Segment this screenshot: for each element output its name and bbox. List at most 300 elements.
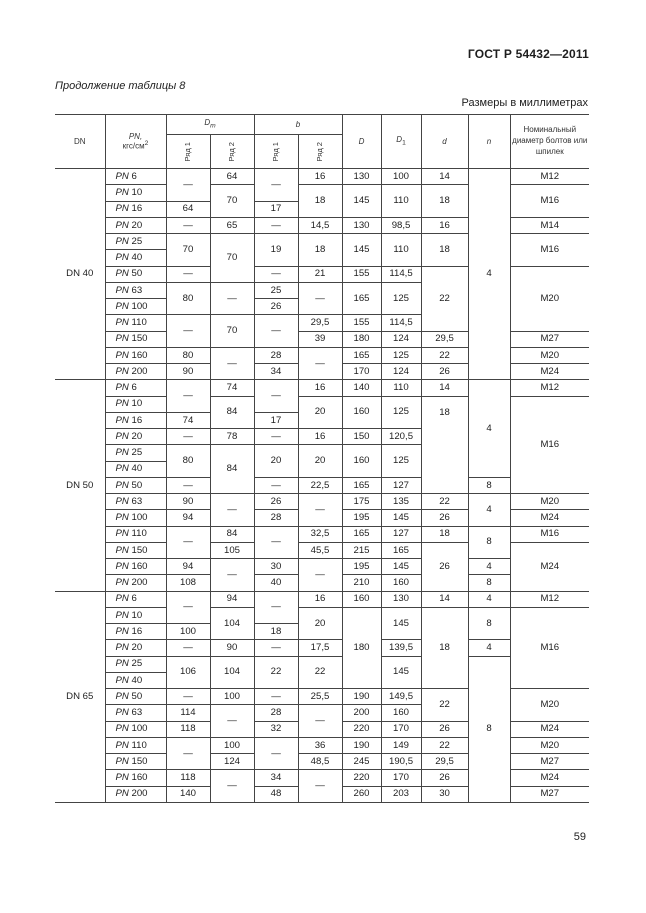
b1-cell: 48 <box>254 786 298 802</box>
pn-cell: PN 150 <box>105 754 166 770</box>
table-row <box>55 640 589 656</box>
flange-dimensions-table <box>55 114 589 803</box>
d-outer-cell: 200 <box>342 705 381 721</box>
col-d1: $D_1$ <box>381 115 421 169</box>
table-row <box>55 526 589 542</box>
dm1-cell: 80 <box>166 445 210 478</box>
d-outer-cell: 180 <box>342 607 381 688</box>
d1-cell: 139,5 <box>381 640 421 656</box>
dm1-cell: — <box>166 640 210 656</box>
dm1-cell: — <box>166 429 210 445</box>
d1-cell: 98,5 <box>381 217 421 233</box>
b2-cell: 45,5 <box>298 542 342 558</box>
dm1-cell: 106 <box>166 656 210 689</box>
pn-cell: PN 6 <box>105 591 166 607</box>
pn-cell: PN 25 <box>105 656 166 672</box>
d-hole-cell: 26 <box>421 721 468 737</box>
standard-designation: ГОСТ Р 54432—2011 <box>467 47 589 61</box>
pn-cell: PN 50 <box>105 689 166 705</box>
d1-cell: 125 <box>381 282 421 315</box>
d-outer-cell: 130 <box>342 217 381 233</box>
bolt-cell: M27 <box>510 331 589 347</box>
b1-cell: — <box>254 477 298 493</box>
d1-cell: 160 <box>381 705 421 721</box>
n-cell: 4 <box>468 380 510 478</box>
table-row <box>55 559 589 575</box>
dm1-cell: 80 <box>166 282 210 315</box>
pn-cell: PN 10 <box>105 396 166 412</box>
bolt-cell: M24 <box>510 721 589 737</box>
d1-cell: 130 <box>381 591 421 607</box>
bolt-cell: M20 <box>510 689 589 722</box>
b1-cell: — <box>254 169 298 202</box>
b1-cell: 32 <box>254 721 298 737</box>
n-cell: 4 <box>468 640 510 656</box>
pn-cell: PN 40 <box>105 672 166 688</box>
d-outer-cell: 155 <box>342 266 381 282</box>
bolt-cell: M16 <box>510 396 589 494</box>
dm2-cell: — <box>210 705 254 738</box>
d-outer-cell: 130 <box>342 169 381 185</box>
pn-cell: PN 20 <box>105 640 166 656</box>
b1-cell: — <box>254 380 298 413</box>
dm2-cell: — <box>210 347 254 380</box>
d-outer-cell: 195 <box>342 510 381 526</box>
b1-cell: — <box>254 315 298 348</box>
col-b-row1: Ряд 1 <box>254 135 298 169</box>
pn-cell: PN 16 <box>105 412 166 428</box>
b1-cell: — <box>254 217 298 233</box>
b2-cell: — <box>298 559 342 592</box>
b2-cell: 17,5 <box>298 640 342 656</box>
d1-cell: 114,5 <box>381 315 421 331</box>
dm2-cell: 90 <box>210 640 254 656</box>
b1-cell: 18 <box>254 624 298 640</box>
d-hole-cell: 16 <box>421 217 468 233</box>
d-outer-cell: 220 <box>342 721 381 737</box>
pn-cell: PN 10 <box>105 607 166 623</box>
table-row <box>55 591 589 607</box>
pn-cell: PN 110 <box>105 737 166 753</box>
d1-cell: 145 <box>381 656 421 689</box>
b2-cell: 22,5 <box>298 477 342 493</box>
n-cell: 8 <box>468 575 510 591</box>
b1-cell: 34 <box>254 770 298 786</box>
d-hole-cell: 30 <box>421 786 468 802</box>
d1-cell: 120,5 <box>381 429 421 445</box>
d-hole-cell: 14 <box>421 380 468 396</box>
dn-group-label: DN 40 <box>55 169 105 380</box>
dm2-cell: 100 <box>210 737 254 753</box>
dm2-cell: — <box>210 494 254 527</box>
dn-group-label: DN 65 <box>55 591 105 802</box>
pn-cell: PN 40 <box>105 461 166 477</box>
b1-cell: 40 <box>254 575 298 591</box>
bolt-cell: M12 <box>510 591 589 607</box>
d-hole-cell: 29,5 <box>421 331 468 347</box>
d-hole-cell: 14 <box>421 591 468 607</box>
dm1-cell: 90 <box>166 494 210 510</box>
d1-cell: 125 <box>381 347 421 363</box>
n-cell: 4 <box>468 591 510 607</box>
d1-cell: 160 <box>381 575 421 591</box>
d-outer-cell: 190 <box>342 737 381 753</box>
dm1-cell: — <box>166 217 210 233</box>
b2-cell: — <box>298 705 342 738</box>
n-cell: 4 <box>468 169 510 380</box>
dm2-cell: 105 <box>210 542 254 558</box>
pn-cell: PN 100 <box>105 510 166 526</box>
b1-cell: 17 <box>254 201 298 217</box>
d-hole-cell: 22 <box>421 737 468 753</box>
d-outer-cell: 160 <box>342 445 381 478</box>
b2-cell: 48,5 <box>298 754 342 770</box>
bolt-cell: M12 <box>510 380 589 396</box>
d-hole-cell: 26 <box>421 364 468 380</box>
dm2-cell: 70 <box>210 315 254 348</box>
dm1-cell: 70 <box>166 234 210 267</box>
d-outer-cell: 165 <box>342 526 381 542</box>
d-hole-cell: 22 <box>421 266 468 331</box>
table-continuation-caption: Продолжение таблицы 8 <box>55 80 186 92</box>
pn-cell: PN 200 <box>105 786 166 802</box>
bolt-cell: M24 <box>510 770 589 786</box>
d1-cell: 124 <box>381 364 421 380</box>
b1-cell: — <box>254 429 298 445</box>
b1-cell: 20 <box>254 445 298 478</box>
dm1-cell: — <box>166 737 210 770</box>
d-outer-cell: 180 <box>342 331 381 347</box>
n-cell: 8 <box>468 607 510 640</box>
d-outer-cell: 210 <box>342 575 381 591</box>
col-b: b <box>254 115 342 135</box>
pn-cell: PN 160 <box>105 770 166 786</box>
bolt-cell: M14 <box>510 217 589 233</box>
pn-cell: PN 6 <box>105 169 166 185</box>
b2-cell: 20 <box>298 607 342 640</box>
dm2-cell: 84 <box>210 526 254 542</box>
bolt-cell: M24 <box>510 364 589 380</box>
col-d-outer: D <box>342 115 381 169</box>
d-outer-cell: 195 <box>342 559 381 575</box>
dm1-cell: — <box>166 477 210 493</box>
d-hole-cell: 18 <box>421 234 468 267</box>
n-cell: 8 <box>468 477 510 493</box>
pn-cell: PN 160 <box>105 347 166 363</box>
b2-cell: 16 <box>298 380 342 396</box>
pn-cell: PN 110 <box>105 315 166 331</box>
bolt-cell: M24 <box>510 510 589 526</box>
table-row <box>55 494 589 510</box>
dm2-cell: 124 <box>210 754 254 770</box>
n-cell: 8 <box>468 526 510 559</box>
b1-cell: 19 <box>254 234 298 267</box>
d1-cell: 135 <box>381 494 421 510</box>
b2-cell: 16 <box>298 429 342 445</box>
d1-cell: 145 <box>381 559 421 575</box>
dm1-cell: — <box>166 591 210 624</box>
pn-cell: PN 25 <box>105 234 166 250</box>
dm2-cell: 94 <box>210 591 254 607</box>
bolt-cell: M27 <box>510 786 589 802</box>
d-outer-cell: 165 <box>342 347 381 363</box>
b2-cell: 16 <box>298 591 342 607</box>
b2-cell: — <box>298 494 342 527</box>
d-outer-cell: 175 <box>342 494 381 510</box>
pn-cell: PN 50 <box>105 266 166 282</box>
d-outer-cell: 215 <box>342 542 381 558</box>
dm1-cell: 80 <box>166 347 210 363</box>
dm1-cell: — <box>166 315 210 348</box>
dm2-cell: 65 <box>210 217 254 233</box>
b1-cell: 17 <box>254 412 298 428</box>
b2-cell: 39 <box>298 331 342 347</box>
b1-cell: 22 <box>254 656 298 689</box>
units-note: Размеры в миллиметрах <box>461 97 588 109</box>
pn-cell: PN 16 <box>105 624 166 640</box>
dm1-cell: 94 <box>166 559 210 575</box>
pn-cell: PN 200 <box>105 575 166 591</box>
d-hole-cell: 26 <box>421 770 468 786</box>
d1-cell: 125 <box>381 445 421 478</box>
b1-cell: 28 <box>254 510 298 526</box>
d-outer-cell: 140 <box>342 380 381 396</box>
dm1-cell: 108 <box>166 575 210 591</box>
col-bolt-diameter: Номинальный диаметр болтов или шпилек <box>510 115 589 169</box>
dm2-cell: 100 <box>210 689 254 705</box>
b2-cell: 14,5 <box>298 217 342 233</box>
d-hole-cell: 18 <box>421 526 468 542</box>
dm1-cell: — <box>166 526 210 559</box>
col-dm-row1: Ряд 1 <box>166 135 210 169</box>
b2-cell: 21 <box>298 266 342 282</box>
b2-cell: 18 <box>298 185 342 218</box>
b2-cell: 20 <box>298 445 342 478</box>
dm2-cell: — <box>210 282 254 315</box>
col-n: n <box>468 115 510 169</box>
dn-group-label: DN 50 <box>55 380 105 591</box>
dm2-cell: 84 <box>210 396 254 429</box>
dm2-cell: 64 <box>210 169 254 185</box>
b2-cell: — <box>298 282 342 315</box>
dm1-cell: — <box>166 169 210 202</box>
b1-cell: — <box>254 266 298 282</box>
dm2-cell: 104 <box>210 656 254 689</box>
b1-cell: — <box>254 640 298 656</box>
dm1-cell: 64 <box>166 201 210 217</box>
pn-cell: PN 40 <box>105 250 166 266</box>
table-body <box>55 169 589 803</box>
col-b-row2: Ряд 2 <box>298 135 342 169</box>
d1-cell: 127 <box>381 477 421 493</box>
d1-cell: 165 <box>381 542 421 558</box>
d-hole-cell <box>421 429 468 494</box>
d1-cell: 203 <box>381 786 421 802</box>
pn-cell: PN 150 <box>105 542 166 558</box>
col-d-hole: d <box>421 115 468 169</box>
b1-cell: 25 <box>254 282 298 298</box>
b2-cell: 22 <box>298 656 342 689</box>
d-hole-cell: 29,5 <box>421 754 468 770</box>
bolt-cell: M20 <box>510 266 589 331</box>
d-hole-cell: 18 <box>421 607 468 688</box>
d1-cell: 170 <box>381 770 421 786</box>
dm1-cell: 140 <box>166 786 210 802</box>
d1-cell: 110 <box>381 234 421 267</box>
pn-cell: PN 10 <box>105 185 166 201</box>
n-cell: 4 <box>468 559 510 575</box>
pn-cell: PN 63 <box>105 705 166 721</box>
dm2-cell: 70 <box>210 234 254 283</box>
pn-cell: PN 63 <box>105 282 166 298</box>
d-outer-cell: 245 <box>342 754 381 770</box>
dm2-cell: 104 <box>210 607 254 640</box>
table-header <box>55 115 589 169</box>
b1-cell: — <box>254 591 298 624</box>
d-outer-cell: 260 <box>342 786 381 802</box>
pn-cell: PN 50 <box>105 477 166 493</box>
pn-cell: PN 16 <box>105 201 166 217</box>
pn-cell: PN 160 <box>105 559 166 575</box>
d-outer-cell: 150 <box>342 429 381 445</box>
dm2-cell: 78 <box>210 429 254 445</box>
d1-cell: 110 <box>381 380 421 396</box>
dm1-cell: 100 <box>166 624 210 640</box>
pn-cell: PN 110 <box>105 526 166 542</box>
d1-cell: 100 <box>381 169 421 185</box>
table-row <box>55 656 589 672</box>
d-outer-cell: 170 <box>342 364 381 380</box>
col-dm-row2: Ряд 2 <box>210 135 254 169</box>
d-outer-cell: 220 <box>342 770 381 786</box>
dm1-cell: 94 <box>166 510 210 526</box>
d-outer-cell: 145 <box>342 234 381 267</box>
d1-cell: 114,5 <box>381 266 421 282</box>
d1-cell: 149,5 <box>381 689 421 705</box>
d-hole-cell: 22 <box>421 494 468 510</box>
pn-cell: PN 200 <box>105 364 166 380</box>
bolt-cell: M12 <box>510 169 589 185</box>
d1-cell: 190,5 <box>381 754 421 770</box>
bolt-cell: M20 <box>510 737 589 753</box>
dm2-cell: 84 <box>210 445 254 494</box>
d-hole-cell: 22 <box>421 689 468 722</box>
d-hole-cell: 14 <box>421 169 468 185</box>
dm2-cell: — <box>210 770 254 803</box>
b2-cell: 25,5 <box>298 689 342 705</box>
table-row <box>55 380 589 396</box>
d1-cell: 145 <box>381 510 421 526</box>
d-outer-cell: 190 <box>342 689 381 705</box>
dm1-cell: — <box>166 380 210 413</box>
pn-cell: PN 20 <box>105 429 166 445</box>
page-number: 59 <box>573 831 586 843</box>
b2-cell: 36 <box>298 737 342 753</box>
pn-cell: PN 25 <box>105 445 166 461</box>
b1-cell: — <box>254 526 298 559</box>
bolt-cell: M16 <box>510 234 589 267</box>
b1-cell: 30 <box>254 559 298 575</box>
bolt-cell: M20 <box>510 347 589 363</box>
b2-cell: — <box>298 770 342 803</box>
d1-cell: 145 <box>381 607 421 640</box>
b1-cell: 34 <box>254 364 298 380</box>
d-outer-cell: 165 <box>342 477 381 493</box>
d-hole-cell: 18 <box>421 396 468 429</box>
b2-cell: 18 <box>298 234 342 267</box>
b2-cell: 29,5 <box>298 315 342 331</box>
b1-cell: — <box>254 689 298 705</box>
d-hole-cell: 26 <box>421 542 468 591</box>
pn-cell: PN 150 <box>105 331 166 347</box>
table-row <box>55 477 589 493</box>
dm1-cell: 118 <box>166 770 210 786</box>
b2-cell: 32,5 <box>298 526 342 542</box>
dm1-cell: 118 <box>166 721 210 737</box>
d-hole-cell: 18 <box>421 185 468 218</box>
dm1-cell: 90 <box>166 364 210 380</box>
d-outer-cell: 155 <box>342 315 381 331</box>
table-row <box>55 607 589 623</box>
col-dm: $D_m$ <box>166 115 254 135</box>
bolt-cell: M16 <box>510 185 589 218</box>
dm2-cell: 74 <box>210 380 254 396</box>
bolt-cell: M20 <box>510 494 589 510</box>
d1-cell: 127 <box>381 526 421 542</box>
pn-cell: PN 20 <box>105 217 166 233</box>
d-outer-cell: 145 <box>342 185 381 218</box>
table-row <box>55 169 589 185</box>
bolt-cell: M16 <box>510 607 589 688</box>
col-pn: PN, кгс/$см^2$ <box>105 115 166 169</box>
b1-cell: 26 <box>254 299 298 315</box>
pn-cell: PN 6 <box>105 380 166 396</box>
dm1-cell: — <box>166 689 210 705</box>
b1-cell: — <box>254 737 298 770</box>
d-outer-cell: 160 <box>342 591 381 607</box>
col-dn: DN <box>55 115 105 169</box>
b2-cell: — <box>298 347 342 380</box>
d-outer-cell: 160 <box>342 396 381 429</box>
d1-cell: 149 <box>381 737 421 753</box>
dm1-cell: 74 <box>166 412 210 428</box>
b2-cell: 20 <box>298 396 342 429</box>
dm1-cell: — <box>166 266 210 282</box>
d1-cell: 125 <box>381 396 421 429</box>
pn-cell: PN 100 <box>105 299 166 315</box>
d1-cell: 124 <box>381 331 421 347</box>
bolt-cell: M24 <box>510 542 589 591</box>
b1-cell: 28 <box>254 705 298 721</box>
b1-cell: 28 <box>254 347 298 363</box>
bolt-cell: M27 <box>510 754 589 770</box>
bolt-cell: M16 <box>510 526 589 542</box>
n-cell: 8 <box>468 656 510 802</box>
d1-cell: 110 <box>381 185 421 218</box>
d-hole-cell: 26 <box>421 510 468 526</box>
dm2-cell: 70 <box>210 185 254 218</box>
pn-cell: PN 63 <box>105 494 166 510</box>
dm1-cell: 114 <box>166 705 210 721</box>
n-cell: 4 <box>468 494 510 527</box>
b2-cell: 16 <box>298 169 342 185</box>
d1-cell: 170 <box>381 721 421 737</box>
b1-cell: 26 <box>254 494 298 510</box>
d-outer-cell: 165 <box>342 282 381 315</box>
d-hole-cell: 22 <box>421 347 468 363</box>
dm2-cell: — <box>210 559 254 592</box>
pn-cell: PN 100 <box>105 721 166 737</box>
